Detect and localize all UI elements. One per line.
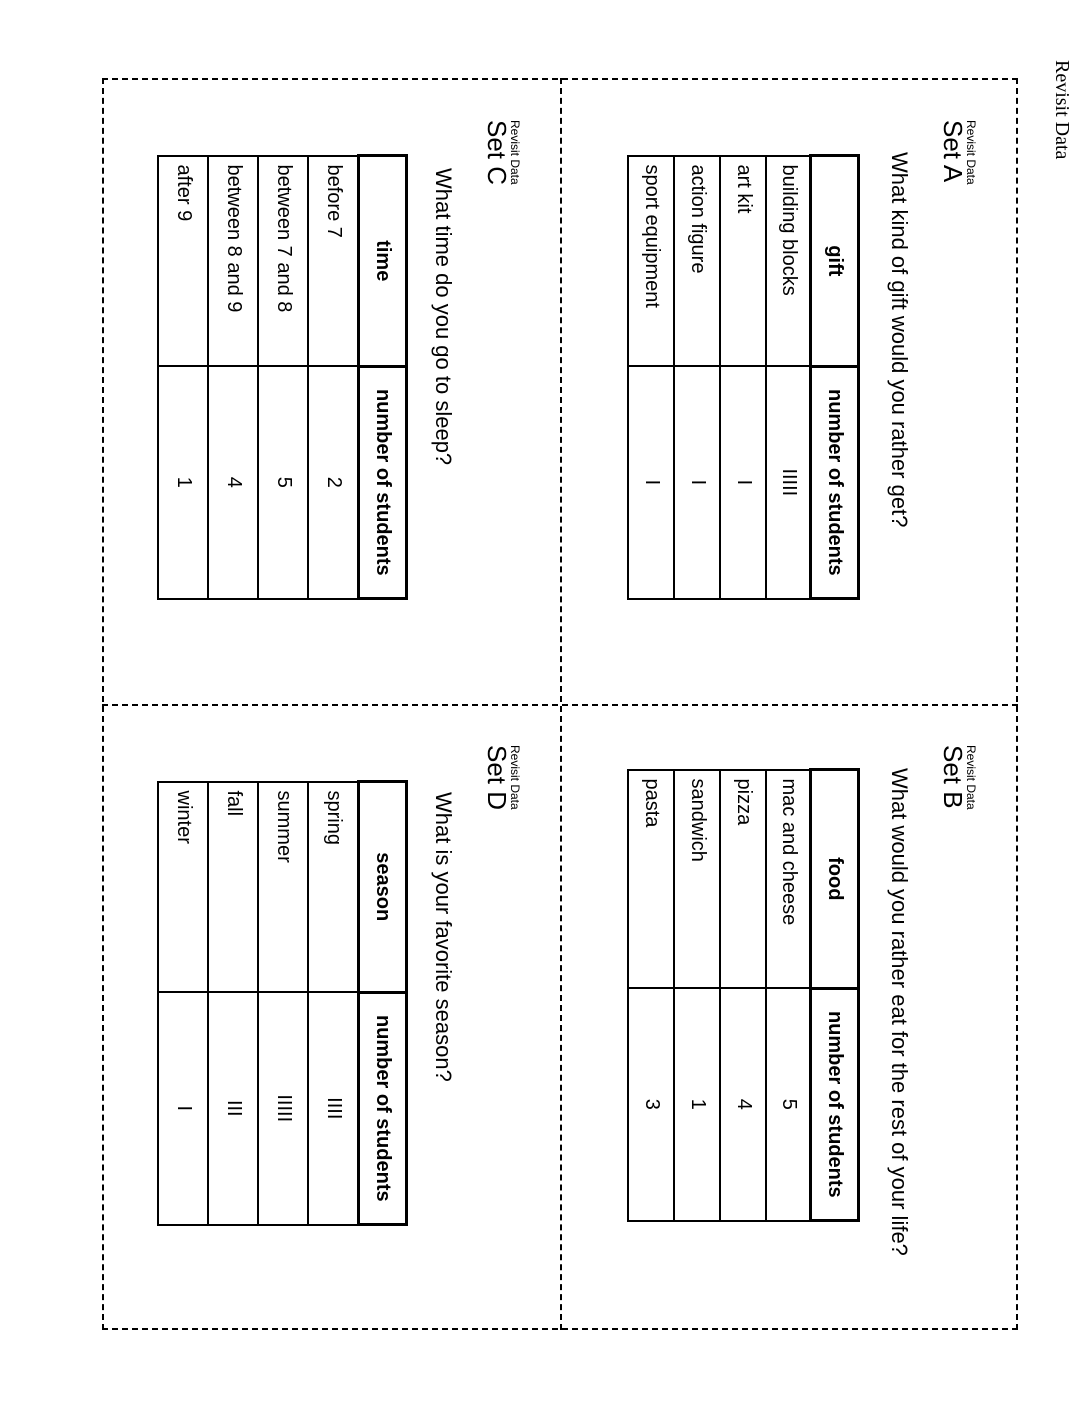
table-cell: III <box>209 992 259 1224</box>
table-cell: building blocks <box>767 156 811 367</box>
table-row <box>259 156 309 599</box>
column-header: number of students <box>811 366 859 598</box>
card-label: Revisit Data <box>508 745 522 810</box>
set-title: Set A <box>938 120 968 183</box>
column-header: number of students <box>359 366 407 598</box>
table-cell: I <box>721 366 767 598</box>
page-header: Revisit Data <box>1051 60 1073 160</box>
table-header-row <box>359 782 407 1225</box>
table-cell: pizza <box>721 770 767 989</box>
table-cell: I <box>159 992 209 1224</box>
table-cell: 1 <box>675 988 721 1220</box>
column-header: gift <box>811 156 859 367</box>
table-cell: IIII <box>309 992 359 1224</box>
table-row <box>209 156 259 599</box>
table-cell: 5 <box>767 988 811 1220</box>
table-cell: 4 <box>209 366 259 598</box>
data-table <box>158 154 409 600</box>
table-cell: fall <box>209 782 259 993</box>
table-cell: sport equipment <box>629 156 675 367</box>
table-cell: spring <box>309 782 359 993</box>
table-cell: after 9 <box>159 156 209 367</box>
table-cell: between 7 and 8 <box>259 156 309 367</box>
table-cell: 3 <box>629 988 675 1220</box>
table-row <box>767 770 811 1221</box>
table-cell: 4 <box>721 988 767 1220</box>
table-cell: art kit <box>721 156 767 367</box>
table-cell: 5 <box>259 366 309 598</box>
column-header: time <box>359 156 407 367</box>
card-label: Revisit Data <box>964 745 978 810</box>
column-header: number of students <box>811 988 859 1220</box>
table-row <box>209 782 259 1225</box>
table-row <box>159 156 209 599</box>
table-cell: before 7 <box>309 156 359 367</box>
grid-divider-horizontal <box>560 78 562 1330</box>
table-header-row <box>811 156 859 599</box>
table-row <box>767 156 811 599</box>
table-header-row <box>359 156 407 599</box>
table-cell: 1 <box>159 366 209 598</box>
set-title: Set D <box>482 745 512 811</box>
table-row <box>629 770 675 1221</box>
table-cell: 2 <box>309 366 359 598</box>
table-header-row <box>811 770 859 1221</box>
question-text: What time do you go to sleep? <box>431 168 456 466</box>
column-header: number of students <box>359 992 407 1224</box>
table-row <box>675 156 721 599</box>
card-label: Revisit Data <box>508 120 522 185</box>
table-row <box>675 770 721 1221</box>
question-text: What is your favorite season? <box>431 792 456 1082</box>
table-row <box>159 782 209 1225</box>
data-table <box>628 768 861 1222</box>
table-cell: I <box>629 366 675 598</box>
table-row <box>721 156 767 599</box>
table-row <box>259 782 309 1225</box>
table-cell: mac and cheese <box>767 770 811 989</box>
data-table <box>158 780 409 1226</box>
table-row <box>721 770 767 1221</box>
table-cell: winter <box>159 782 209 993</box>
column-header: season <box>359 782 407 993</box>
column-header: food <box>811 770 859 989</box>
table-cell: summer <box>259 782 309 993</box>
table-row <box>309 782 359 1225</box>
question-text: What kind of gift would you rather get? <box>887 152 912 528</box>
question-text: What would you rather eat for the rest of your life? <box>887 768 912 1256</box>
table-cell: IIIII <box>259 992 309 1224</box>
table-cell: between 8 and 9 <box>209 156 259 367</box>
table-cell: I <box>675 366 721 598</box>
card-label: Revisit Data <box>964 120 978 185</box>
set-title: Set B <box>938 745 968 809</box>
table-cell: sandwich <box>675 770 721 989</box>
data-table <box>628 154 861 600</box>
table-row <box>309 156 359 599</box>
table-cell: action figure <box>675 156 721 367</box>
table-cell: IIIII <box>767 366 811 598</box>
table-cell: pasta <box>629 770 675 989</box>
set-title: Set C <box>482 120 512 186</box>
table-row <box>629 156 675 599</box>
